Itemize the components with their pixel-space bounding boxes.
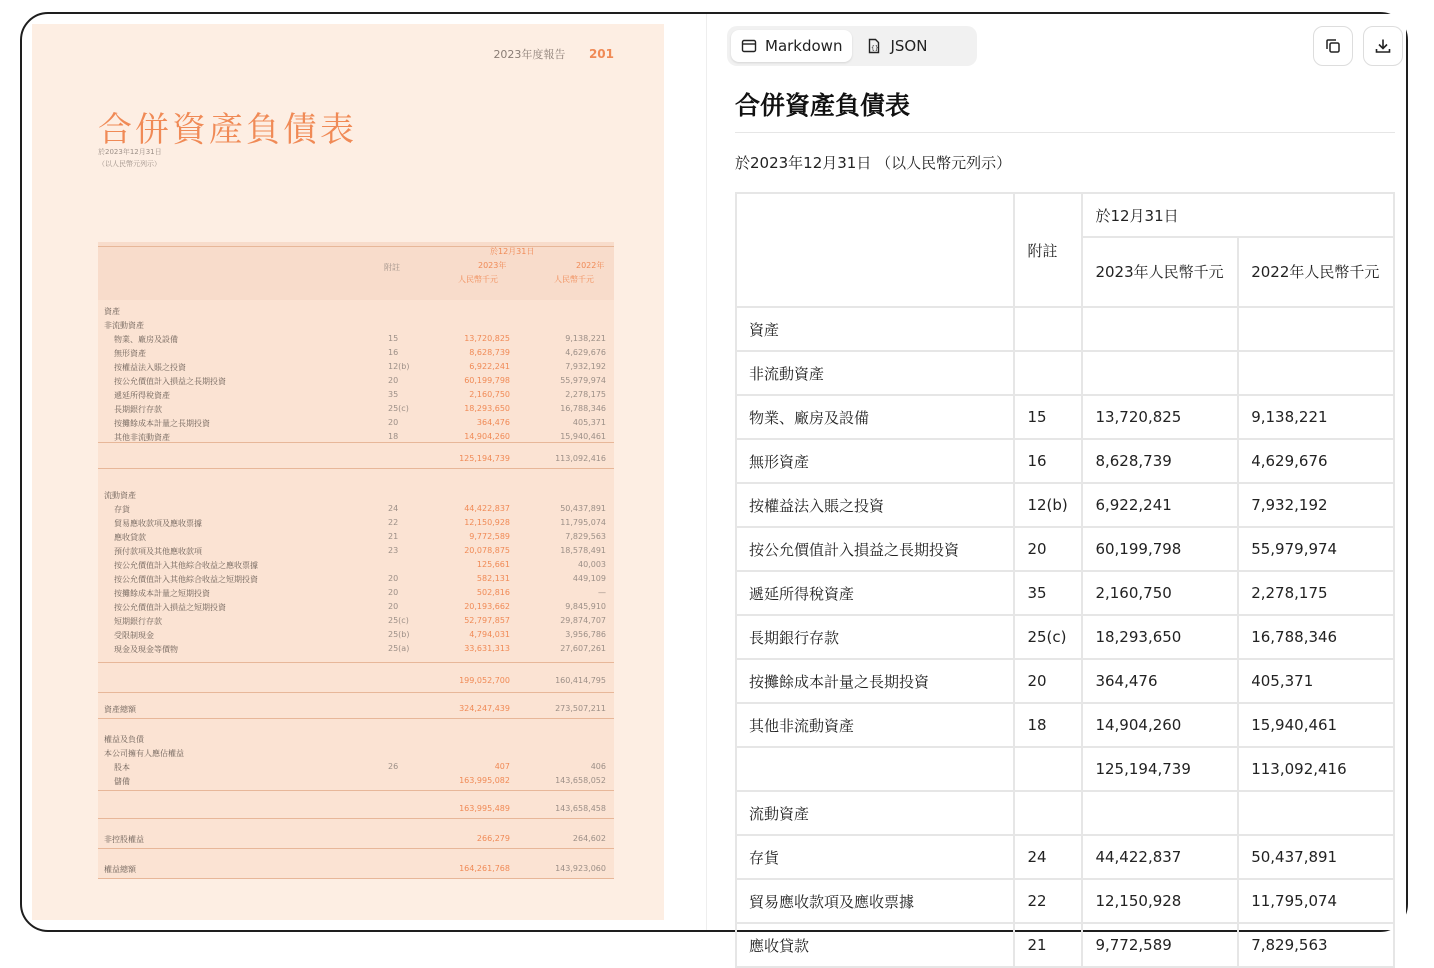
row-value-2022: 29,874,707 [560,616,606,625]
cell-label: 遞延所得稅資產 [736,571,1014,615]
document-table-row [98,630,614,644]
document-table-rule [98,468,614,469]
row-label: 物業、廠房及設備 [114,335,178,344]
cell-value-2022 [1238,791,1394,835]
row-note: 20 [388,376,399,385]
cell-label: 無形資產 [736,439,1014,483]
cell-note [1014,791,1082,835]
document-table-row [98,518,614,532]
document-table-row [98,532,614,546]
header-cell-date: 於12月31日 [1082,193,1394,237]
row-value-2023: 125,194,739 [459,454,510,463]
row-value-2023: 12,150,928 [464,518,510,527]
cell-value-2022: 405,371 [1238,659,1394,703]
row-value-2023: 502,816 [476,588,510,597]
document-preview [32,24,664,920]
document-table-row [98,390,614,404]
copy-button[interactable] [1313,26,1353,66]
row-label: 按公允價值計入損益之短期投資 [114,603,226,612]
row-note: 18 [388,432,399,441]
svg-text:{}: {} [871,45,880,52]
cell-note [1014,307,1082,351]
row-value-2022: 16,788,346 [560,404,606,413]
table-row [736,923,1394,967]
row-label: 權益及負債 [104,735,144,744]
document-table-row [98,804,614,818]
row-value-2022: 7,829,563 [565,532,606,541]
page-number: 201 [588,47,614,61]
row-note: 26 [388,762,399,771]
cell-value-2022: 113,092,416 [1238,747,1394,791]
markdown-title: 合併資產負債表 [735,91,911,120]
tab-markdown-label: Markdown [765,37,843,55]
table-row [736,879,1394,923]
document-table-row [98,864,614,878]
row-value-2023: 9,772,589 [469,532,510,541]
cell-note: 21 [1014,923,1082,967]
row-note: 35 [388,390,399,399]
row-value-2022: 405,371 [572,418,606,427]
row-value-2023: 8,628,739 [469,348,510,357]
document-table-row [98,306,614,320]
tab-json[interactable] [856,30,937,62]
row-value-2022: 406 [590,762,606,771]
document-table-row [98,588,614,602]
row-value-2023: 33,631,313 [464,644,510,653]
row-label: 現金及現金等價物 [114,645,178,654]
cell-value-2022: 15,940,461 [1238,703,1394,747]
row-value-2023: 163,995,489 [459,804,510,813]
row-value-2023: 164,261,768 [459,864,510,873]
row-value-2022: 143,923,060 [555,864,606,873]
row-value-2023: 324,247,439 [459,704,510,713]
row-label: 存貨 [114,505,130,514]
cell-value-2023: 125,194,739 [1082,747,1238,791]
table-row [736,439,1394,483]
cell-value-2022: 55,979,974 [1238,527,1394,571]
row-label: 受限制現金 [114,631,154,640]
document-table-row [98,602,614,616]
document-table-rule [98,246,614,247]
row-value-2022: 11,795,074 [560,518,606,527]
row-label: 遞延所得稅資產 [114,391,170,400]
cell-label: 存貨 [736,835,1014,879]
cell-note: 22 [1014,879,1082,923]
table-row [736,703,1394,747]
cell-note: 24 [1014,835,1082,879]
cell-value-2022: 2,278,175 [1238,571,1394,615]
row-note: 21 [388,532,399,541]
document-table-row [98,504,614,518]
cell-value-2023: 14,904,260 [1082,703,1238,747]
header-cell-2023: 2023年人民幣千元 [1082,237,1238,307]
download-button[interactable] [1363,26,1403,66]
document-table-row [98,404,614,418]
cell-note [1014,351,1082,395]
row-note: 16 [388,348,399,357]
cell-value-2022 [1238,307,1394,351]
row-value-2023: 582,131 [476,574,510,583]
window-icon [741,38,757,54]
document-table-row [98,454,614,468]
row-value-2023: 163,995,082 [459,776,510,785]
document-table-row [98,734,614,748]
document-table-row [98,616,614,630]
row-value-2022: 40,003 [578,560,606,569]
cell-value-2022: 4,629,676 [1238,439,1394,483]
row-label: 其他非流動資產 [114,433,170,442]
row-note: 25(a) [388,644,410,653]
row-label: 預付款項及其他應收款項 [114,547,202,556]
cell-label: 流動資產 [736,791,1014,835]
cell-value-2023 [1082,351,1238,395]
cell-value-2023: 2,160,750 [1082,571,1238,615]
header-cell-empty [736,193,1014,307]
document-date: 於2023年12月31日 [98,148,162,156]
table-row [736,527,1394,571]
row-note: 25(c) [388,616,409,625]
table-row [736,747,1394,791]
document-subtitle [98,146,162,170]
row-note: 20 [388,574,399,583]
header-cell-2022: 2022年人民幣千元 [1238,237,1394,307]
row-label: 權益總額 [104,865,136,874]
row-value-2023: 18,293,650 [464,404,510,413]
row-label: 短期銀行存款 [114,617,162,626]
row-value-2022: 18,578,491 [560,546,606,555]
row-label: 儲備 [114,777,130,786]
row-label: 按攤餘成本計量之短期投資 [114,589,210,598]
row-value-2023: 44,422,837 [464,504,510,513]
cell-note: 18 [1014,703,1082,747]
document-table-rule [98,848,614,849]
cell-value-2023: 18,293,650 [1082,615,1238,659]
row-label: 資產總額 [104,705,136,714]
cell-label: 其他非流動資產 [736,703,1014,747]
cell-note: 15 [1014,395,1082,439]
document-table-row [98,676,614,690]
row-value-2023: 2,160,750 [469,390,510,399]
row-note: 22 [388,518,399,527]
row-value-2023: 6,922,241 [469,362,510,371]
row-label: 按公允價值計入其他綜合收益之短期投資 [114,575,258,584]
row-label: 非控股權益 [104,835,144,844]
row-note: 25(b) [388,630,410,639]
cell-value-2023: 44,422,837 [1082,835,1238,879]
document-table-row [98,348,614,362]
cell-note [1014,747,1082,791]
table-row [736,659,1394,703]
row-value-2022: 143,658,052 [555,776,606,785]
cell-label: 長期銀行存款 [736,615,1014,659]
table-row [736,791,1394,835]
row-value-2022: 27,607,261 [560,644,606,653]
cell-value-2022: 11,795,074 [1238,879,1394,923]
cell-value-2023: 8,628,739 [1082,439,1238,483]
markdown-table [735,192,1395,968]
cell-value-2022: 7,932,192 [1238,483,1394,527]
table-header-row [736,193,1394,237]
title-divider [735,132,1395,133]
row-value-2023: 13,720,825 [464,334,510,343]
header-note: 附註 [384,263,400,272]
cell-value-2023: 12,150,928 [1082,879,1238,923]
document-table-row [98,546,614,560]
row-value-2023: 52,797,857 [464,616,510,625]
row-value-2023: 199,052,700 [459,676,510,685]
row-value-2023: 14,904,260 [464,432,510,441]
header-cell-note: 附註 [1014,193,1082,307]
row-value-2022: 264,602 [572,834,606,843]
output-panel [706,14,1406,955]
document-table-rule [98,790,614,791]
document-table-header [98,242,614,300]
table-row [736,307,1394,351]
copy-icon [1324,37,1342,55]
row-label: 按公允價值計入其他綜合收益之應收票據 [114,561,258,570]
cell-note: 16 [1014,439,1082,483]
row-label: 非流動資產 [104,321,144,330]
cell-label: 按權益法入賬之投資 [736,483,1014,527]
table-row [736,571,1394,615]
document-table-row [98,334,614,348]
cell-value-2022 [1238,351,1394,395]
row-value-2022: 113,092,416 [555,454,606,463]
row-value-2023: 60,199,798 [464,376,510,385]
row-note: 24 [388,504,399,513]
header-2022: 2022年 [576,261,605,270]
document-table-row [98,776,614,790]
document-table-row [98,320,614,334]
row-value-2022: 2,278,175 [565,390,606,399]
row-value-2023: 407 [494,762,510,771]
document-table-row [98,362,614,376]
cell-label: 應收貸款 [736,923,1014,967]
document-table-row [98,748,614,762]
document-table-row [98,704,614,718]
table-row [736,395,1394,439]
document-table-row [98,490,614,504]
row-label: 無形資產 [114,349,146,358]
row-label: 按攤餘成本計量之長期投資 [114,419,210,428]
document-header [493,46,614,62]
document-table-row [98,834,614,848]
row-label: 貿易應收款項及應收票據 [114,519,202,528]
row-label: 本公司擁有人應佔權益 [104,749,184,758]
row-label: 按公允價值計入損益之長期投資 [114,377,226,386]
row-note: 12(b) [388,362,410,371]
cell-value-2022: 9,138,221 [1238,395,1394,439]
row-value-2022: 50,437,891 [560,504,606,513]
row-note: 20 [388,588,399,597]
row-value-2023: 4,794,031 [469,630,510,639]
table-row [736,835,1394,879]
cell-value-2023: 60,199,798 [1082,527,1238,571]
cell-value-2023 [1082,791,1238,835]
tab-markdown[interactable] [731,30,852,62]
cell-value-2023: 364,476 [1082,659,1238,703]
cell-value-2023: 9,772,589 [1082,923,1238,967]
header-2023: 2023年 [478,261,507,270]
cell-label: 按公允價值計入損益之長期投資 [736,527,1014,571]
row-value-2023: 20,193,662 [464,602,510,611]
report-name: 2023年度報告 [493,48,566,61]
markdown-subtitle: 於2023年12月31日 （以人民幣元列示） [735,154,1012,172]
app-window [20,12,1408,955]
cell-label: 物業、廠房及設備 [736,395,1014,439]
header-date: 於12月31日 [490,247,535,256]
row-label: 資產 [104,307,120,316]
cell-label [736,747,1014,791]
document-table-row [98,432,614,446]
document-currency: （以人民幣元列示） [98,160,161,168]
row-value-2022: 55,979,974 [560,376,606,385]
document-table-rule [98,818,614,819]
cell-label: 貿易應收款項及應收票據 [736,879,1014,923]
row-label: 流動資產 [104,491,136,500]
header-2022-unit: 人民幣千元 [554,275,594,284]
document-table-rule [98,662,614,663]
row-value-2022: 9,138,221 [565,334,606,343]
row-note: 23 [388,546,399,555]
cell-value-2022: 50,437,891 [1238,835,1394,879]
tab-json-label: JSON [890,37,928,55]
row-value-2023: 125,661 [476,560,510,569]
cell-label: 非流動資產 [736,351,1014,395]
row-value-2022: 7,932,192 [565,362,606,371]
document-table-row [98,574,614,588]
cell-value-2022: 16,788,346 [1238,615,1394,659]
download-icon [1374,37,1392,55]
row-label: 股本 [114,763,130,772]
format-tabs [727,26,977,66]
row-value-2022: — [598,588,606,597]
document-table-row [98,644,614,658]
cell-note: 20 [1014,659,1082,703]
cell-note: 25(c) [1014,615,1082,659]
row-value-2022: 4,629,676 [565,348,606,357]
row-value-2022: 449,109 [572,574,606,583]
cell-label: 按攤餘成本計量之長期投資 [736,659,1014,703]
row-label: 按權益法入賬之投資 [114,363,186,372]
row-value-2022: 15,940,461 [560,432,606,441]
row-value-2022: 9,845,910 [565,602,606,611]
document-balance-sheet-table [98,242,614,878]
cell-label: 資產 [736,307,1014,351]
document-table-rule [98,718,614,719]
row-value-2022: 143,658,458 [555,804,606,813]
row-note: 25(c) [388,404,409,413]
cell-value-2023: 13,720,825 [1082,395,1238,439]
document-table-row [98,762,614,776]
cell-note: 20 [1014,527,1082,571]
row-note: 20 [388,418,399,427]
table-row [736,615,1394,659]
table-row [736,351,1394,395]
document-title: 合併資產負債表 [98,110,357,150]
table-row [736,483,1394,527]
row-value-2022: 3,956,786 [565,630,606,639]
header-2023-unit: 人民幣千元 [458,275,498,284]
cell-note: 12(b) [1014,483,1082,527]
row-label: 長期銀行存款 [114,405,162,414]
row-note: 15 [388,334,399,343]
markdown-table-container[interactable] [735,192,1395,955]
cell-note: 35 [1014,571,1082,615]
cell-value-2022: 7,829,563 [1238,923,1394,967]
row-label: 應收貸款 [114,533,146,542]
row-value-2022: 273,507,211 [555,704,606,713]
document-table-row [98,418,614,432]
row-value-2022: 160,414,795 [555,676,606,685]
row-value-2023: 20,078,875 [464,546,510,555]
json-file-icon [866,38,882,54]
cell-value-2023 [1082,307,1238,351]
document-table-rule [98,692,614,693]
row-value-2023: 364,476 [476,418,510,427]
row-note: 20 [388,602,399,611]
document-table-rule [98,878,614,879]
row-value-2023: 266,279 [476,834,510,843]
document-table-row [98,376,614,390]
document-table-row [98,560,614,574]
cell-value-2023: 6,922,241 [1082,483,1238,527]
